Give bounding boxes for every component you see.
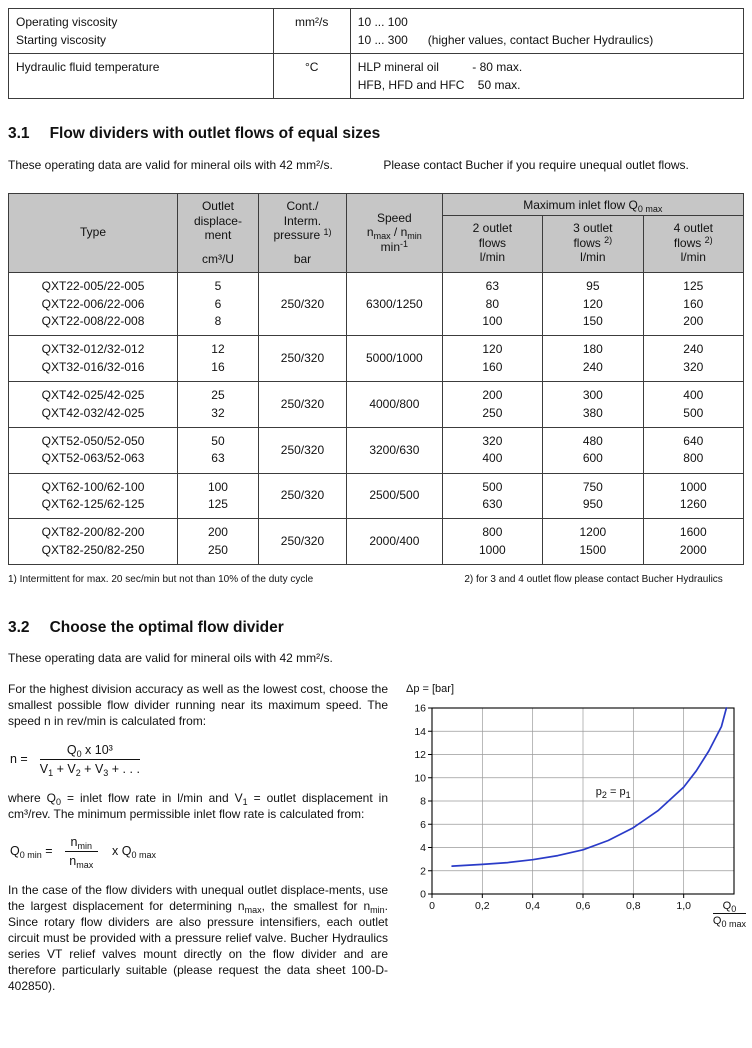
table-cell: 3200/630 [347,427,443,473]
header-line: Cont./ [286,199,319,214]
svg-text:0: 0 [420,888,426,901]
table-cell: 5 6 8 [178,273,259,336]
table-row [9,519,744,565]
section-title: Choose the optimal flow divider [49,619,284,637]
table-cell: 480 600 [543,427,643,473]
header-line: Interm. [283,213,322,228]
svg-text:10: 10 [414,772,426,785]
table-cell: 250/320 [258,427,346,473]
section-title: Flow dividers with outlet flows of equal sizes [49,125,381,142]
spec-value-line: 10 ... 300 (higher values, contact Bucher Hydraulics) [357,33,654,47]
table-cell: 200 250 [178,519,259,565]
chart-x-axis-label [712,900,746,930]
spec-value-line: 10 ... 100 [357,15,408,29]
table-cell: 750 950 [543,473,643,519]
svg-text:8: 8 [420,795,426,808]
spec-row-viscosity [9,9,744,54]
table-cell: 25 32 [178,382,259,428]
table-cell: 800 1000 [442,519,542,565]
table-cell: 300 380 [543,382,643,428]
chart-plot-container [404,700,746,930]
spec-property-line: Operating viscosity [16,15,118,29]
x-label-denominator: $Q_{0 max}$ [712,915,746,930]
header-line: 2 outlet [472,221,513,236]
spec-value-cell [350,9,743,54]
svg-text:14: 14 [414,726,426,739]
table-cell: 50 63 [178,427,259,473]
chart-annotation: $p_2 = p_1$ [595,785,631,800]
col-header-4-outlet-flows [643,216,743,273]
spec-property-cell [9,9,274,54]
table-cell: QXT52-050/52-050 QXT52-063/52-063 [9,427,178,473]
section-heading-3-2 [8,619,744,637]
header-line: Type [80,225,107,240]
formula-fraction [40,743,140,776]
header-line: Maximum inlet flow $Q_{0 max}$ [523,197,663,214]
header-line: 3 outlet [573,221,613,236]
header-unit: l/min [479,249,506,264]
min-flow-formula [10,835,388,868]
table-cell: 320 400 [442,427,542,473]
header-line: flows [478,235,507,250]
svg-text:0,4: 0,4 [525,900,540,913]
footnote-1: 1) Intermittent for max. 20 sec/min but not than 10% of the duty cycle [8,574,314,586]
col-header-displacement [178,194,259,273]
spec-value-line: HFB, HFD and HFC 50 max. [357,78,521,92]
col-header-speed [347,194,443,273]
table-cell: 125 160 200 [643,273,743,336]
table-cell: 120 160 [442,336,542,382]
table-cell: 250/320 [258,382,346,428]
table-row [9,273,744,336]
paragraph: For the highest division accuracy as well as the lowest cost, choose the smallest possible flow divider running near its maximum speed. The speed n in rev/min is calculated from: [8,682,388,729]
svg-text:0: 0 [429,900,435,913]
formula-numerator: $n_{min}$ [65,835,98,852]
table-cell: 200 250 [442,382,542,428]
svg-text:4: 4 [420,842,426,855]
table-cell: 1200 1500 [543,519,643,565]
paragraph: In the case of the flow dividers with unequal outlet displace-ments, use the largest displacement for determining $n_{max}$, the smallest for $n_{min}$. Since rotary flow dividers are also pressure intensifiers, each outlet circuit must be provided with a pressure relief valve. Bucher Hydraulics series VT relief valves mount directly on the flow divider and are therefore particularly suitable (please request the data sheet 100-D-402850). [8,882,388,994]
table-cell: 5000/1000 [347,336,443,382]
col-header-type [9,194,178,273]
header-line: ment [204,227,232,242]
formula-numerator: $Q_0$ x 10³ [40,743,140,760]
spec-property-line: Starting viscosity [16,33,107,47]
table-cell: 180 240 [543,336,643,382]
svg-text:12: 12 [414,749,426,762]
formula-rhs: x $Q_{0 max}$ [112,844,156,861]
formula-denominator: $V_1 + V_2 + V_3$ + . . . [39,761,140,778]
formula-fraction [65,835,98,868]
section-number: 3.1 [8,125,30,142]
header-unit: bar [293,251,312,266]
spec-property-cell [9,54,274,99]
svg-text:2: 2 [420,865,426,878]
table-cell: 250/320 [258,273,346,336]
col-header-max-inlet-flow [442,194,743,216]
section-3-2-text-column [8,681,404,1005]
header-line: flows $^{2)}$ [673,234,713,250]
table-cell: 100 125 [178,473,259,519]
table-row [9,473,744,519]
pressure-curve [452,708,726,866]
spec-value-line: HLP mineral oil - 80 max. [357,60,523,74]
x-label-numerator: $Q_0$ [713,900,746,914]
spec-unit-cell: mm²/s [273,9,350,54]
table-cell: QXT82-200/82-200 QXT82-250/82-250 [9,519,178,565]
table-cell: QXT62-100/62-100 QXT62-125/62-125 [9,473,178,519]
header-unit: cm³/U [201,251,234,266]
table-cell: 95 120 150 [543,273,643,336]
formula-lhs: n = [10,752,28,766]
table-cell: QXT22-005/22-005 QXT22-006/22-006 QXT22-008/22-008 [9,273,178,336]
table-cell: 6300/1250 [347,273,443,336]
header-line: flows $^{2)}$ [573,234,613,250]
table-cell: 240 320 [643,336,743,382]
svg-text:1,0: 1,0 [676,900,691,913]
table-row [9,427,744,473]
spec-property-line: Hydraulic fluid temperature [16,60,160,74]
svg-text:6: 6 [420,819,426,832]
footnote-2: 2) for 3 and 4 outlet flow please contact Bucher Hydraulics [464,574,723,586]
header-unit: l/min [580,249,606,264]
table-cell: QXT42-025/42-025 QXT42-032/42-025 [9,382,178,428]
operating-data-table [8,8,744,99]
header-line: $\min^{-1}$ [380,238,409,254]
intro-left-text: These operating data are valid for mineral oils with 42 mm²/s. [8,158,333,172]
col-header-pressure [258,194,346,273]
table-cell: 12 16 [178,336,259,382]
table-cell: 250/320 [258,473,346,519]
table-cell: 250/320 [258,519,346,565]
chart-plot-area [404,700,740,916]
header-unit: l/min [680,249,706,264]
table-cell: QXT32-012/32-012 QXT32-016/32-016 [9,336,178,382]
section-3-2-intro: These operating data are valid for mineral oils with 42 mm²/s. [8,651,333,666]
col-header-3-outlet-flows [543,216,643,273]
flow-divider-table [8,193,744,565]
table-cell: 4000/800 [347,382,443,428]
chart-y-axis-label: Δp = [bar] [406,683,455,696]
table-footnotes [8,574,744,585]
spec-unit-cell: °C [273,54,350,99]
spec-row-temperature [9,54,744,99]
svg-text:0,8: 0,8 [626,900,641,913]
table-cell: 250/320 [258,336,346,382]
table-row [9,336,744,382]
header-line: Speed [376,211,412,226]
table-cell: 640 800 [643,427,743,473]
svg-text:16: 16 [414,702,426,715]
section-number: 3.2 [8,619,30,637]
svg-text:0,2: 0,2 [475,900,490,913]
formula-lhs: $Q_{0 min}$ = [10,844,53,861]
table-cell: 2000/400 [347,519,443,565]
svg-text:0,6: 0,6 [575,900,591,913]
speed-formula [10,743,388,776]
table-cell: 2500/500 [347,473,443,519]
pressure-drop-chart [404,681,744,1005]
header-row-top [9,194,744,216]
col-header-2-outlet-flows [442,216,542,273]
header-line: $n_{max} / n_{min}$ [366,225,422,242]
table-cell: 400 500 [643,382,743,428]
header-line: Outlet [201,199,234,214]
table-cell: 1600 2000 [643,519,743,565]
header-line: pressure $^{1)}$ [273,226,332,242]
section-3-1-intro [8,157,744,173]
paragraph: where $Q_0$ = inlet flow rate in l/min and $V_1$ = outlet displacement in cm³/rev. The minimum permissible inlet flow rate is calculated from: [8,790,388,821]
section-3-2-body [8,681,744,1005]
section-heading-3-1 [8,125,744,143]
table-cell: 500 630 [442,473,542,519]
table-cell: 1000 1260 [643,473,743,519]
header-line: displace- [193,213,242,228]
intro-right-text: Please contact Bucher if you require unequal outlet flows. [383,158,689,172]
table-cell: 63 80 100 [442,273,542,336]
header-line: 4 outlet [673,221,713,236]
table-row [9,382,744,428]
formula-denominator: $n_{max}$ [69,853,94,870]
spec-value-cell [350,54,743,99]
